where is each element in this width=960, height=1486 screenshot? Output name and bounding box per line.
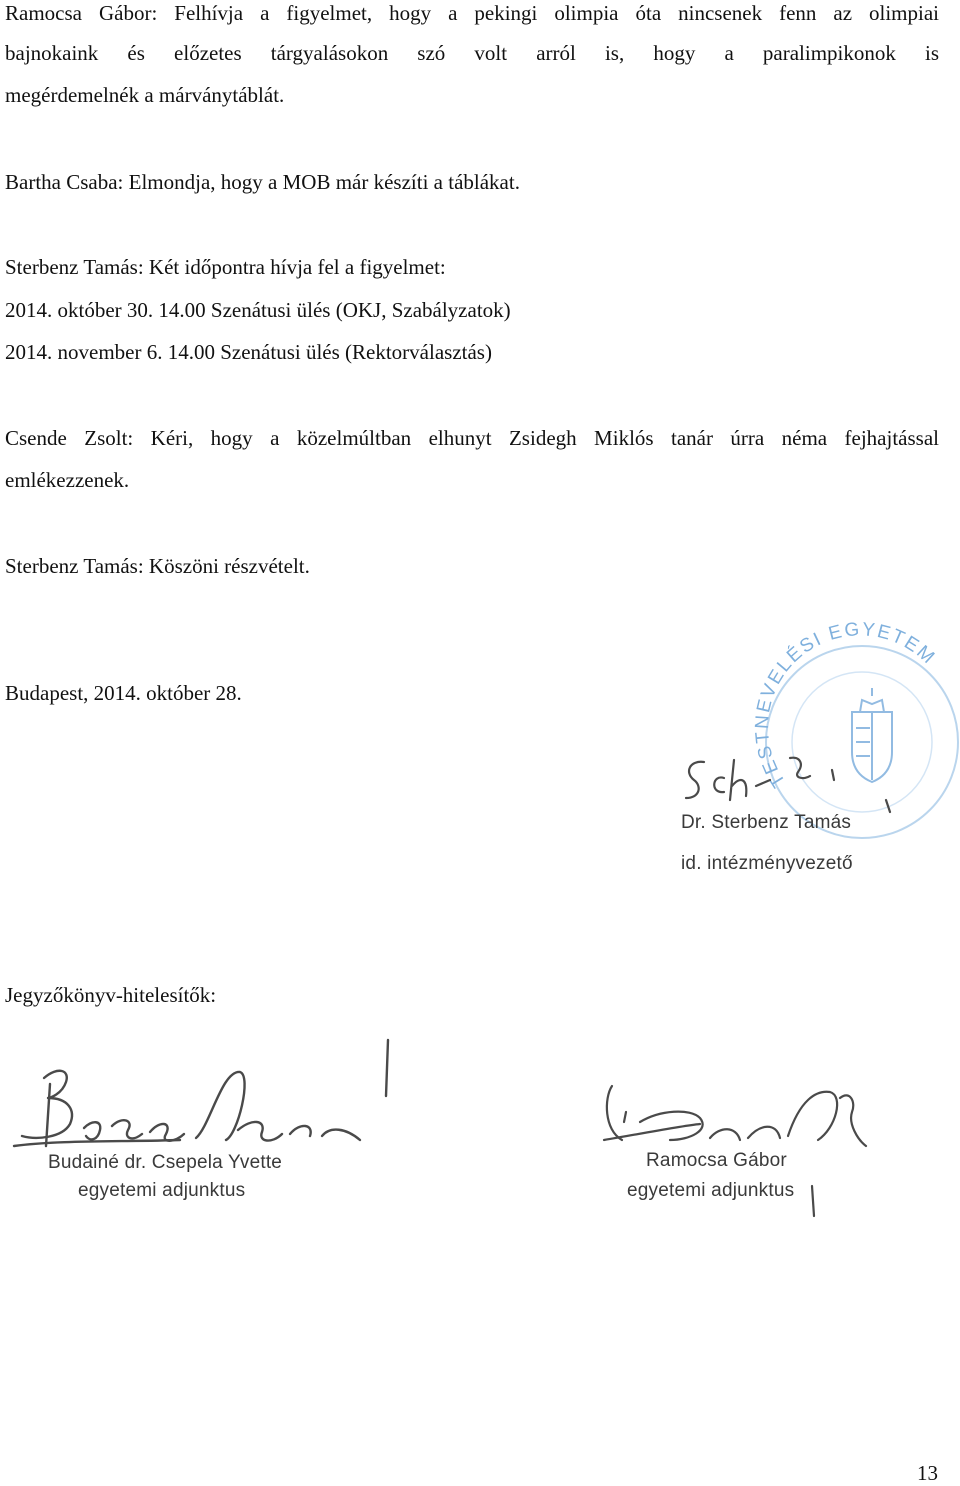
authenticators-label: Jegyzőkönyv-hitelesítők: [5,983,217,1007]
signatory-main-title: id. intézményvezető [681,853,853,874]
para5: Sterbenz Tamás: Köszöni részvételt. [5,554,310,578]
place-date: Budapest, 2014. október 28. [5,681,242,705]
authenticator-left-name: Budainé dr. Csepela Yvette [48,1152,283,1173]
para1-line3: megérdemelnék a márványtáblát. [5,83,285,107]
signatory-main-name: Dr. Sterbenz Tamás [681,812,852,833]
para2: Bartha Csaba: Elmondja, hogy a MOB már készíti a táblákat. [5,170,520,194]
para1-line1: Ramocsa Gábor: Felhívja a figyelmet, hogy a pekingi olimpia óta nincsenek fenn az olimpiai [5,1,939,25]
authenticator-right-name: Ramocsa Gábor [646,1150,787,1171]
authenticator-left-title: egyetemi adjunktus [78,1180,246,1201]
stamp-text: TESTNEVELÉSI EGYETEM [751,619,940,791]
para3-intro: Sterbenz Tamás: Két időpontra hívja fel a figyelmet: [5,255,446,279]
para1-line2: bajnokaink és előzetes tárgyalásokon szó volt arról is, hogy a paralimpikonok is [5,41,939,65]
para3-item2: 2014. november 6. 14.00 Szenátusi ülés (Rektorválasztás) [5,340,492,364]
para3-item1: 2014. október 30. 14.00 Szenátusi ülés (OKJ, Szabályzatok) [5,298,511,322]
page-number: 13 [917,1461,938,1485]
para4-line1: Csende Zsolt: Kéri, hogy a közelmúltban elhunyt Zsidegh Miklós tanár úrra néma fejhajtással [5,426,939,450]
para4-line2: emlékezzenek. [5,468,130,492]
authenticator-right-title: egyetemi adjunktus [627,1180,795,1201]
